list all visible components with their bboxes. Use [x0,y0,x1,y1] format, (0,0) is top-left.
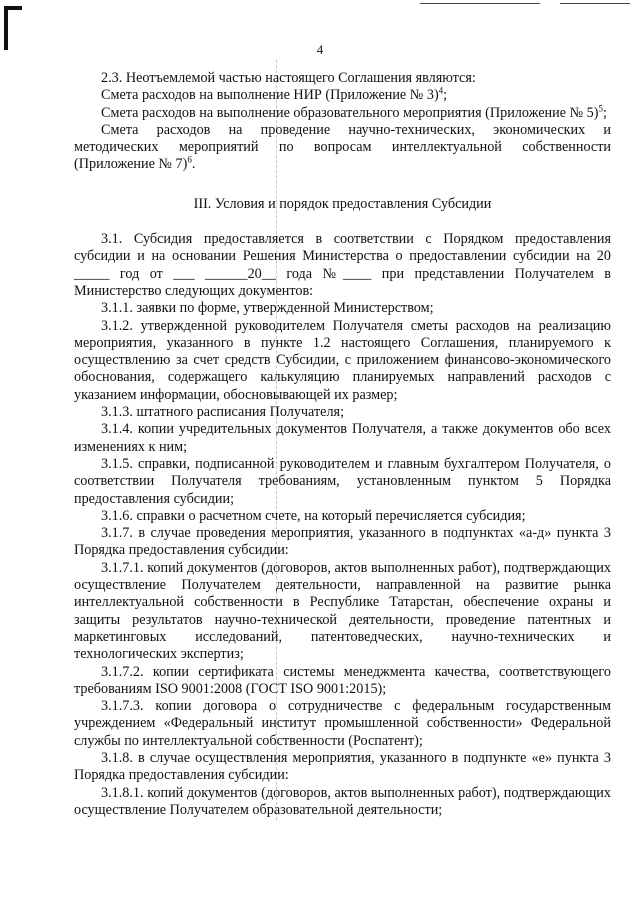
paragraph-3-1-8: 3.1.8. в случае осуществления мероприятия, указанного в подпункте «е» пункта 3 Порядка предоставления субсидии: [74,749,611,784]
paragraph-text: Смета расходов на выполнение образовательного мероприятия (Приложение № 5) [101,104,599,121]
document-body [74,70,611,819]
paragraph-tail: ; [443,87,448,104]
scan-top-rule [560,3,630,4]
paragraph-3-1-7-2: 3.1.7.2. копии сертификата системы менеджмента качества, соответствующего требованиям ISO 9001:2008 (ГОСТ ISO 9001:2015); [74,663,611,697]
footnote-ref: 5 [598,102,603,113]
paragraph-3-1-2: 3.1.2. утвержденной руководителем Получателя сметы расходов на реализацию мероприятия, указанного в пункте 1.2 настоящего Соглашения, планируемого к осуществлению за счет средств Субсидии, с приложением финансово-экономического обоснования, содержащего калькуляцию планируемых направлений расходов с указанием информации, обосновывающей их размер; [74,317,611,403]
scan-top-rule [420,3,540,4]
paragraph-text: Смета расходов на выполнение НИР (Приложение № 3) [101,87,439,104]
paragraph-3-1: 3.1. Субсидия предоставляется в соответствии с Порядком предоставления субсидии и на основании Решения Министерства о предоставлении субсидии на 20 _____ год от ___ ______20__ года №____ при представлении Получателем в Министерство следующих документов: [74,231,611,299]
footnote-ref: 4 [438,85,444,96]
paragraph-3-1-7-3: 3.1.7.3. копии договора о сотрудничестве с федеральным государственным учреждением «Федеральный институт промышленной собственности» Федеральной службы по интеллектуальной собственности (Роспатент); [74,698,611,749]
footnote-ref: 6 [187,154,192,165]
paragraph-3-1-4: 3.1.4. копии учредительных документов Получателя, а также документов обо всех изменениях к ним; [74,421,611,455]
paragraph-tail: ; [602,104,607,121]
paragraph-3-1-7: 3.1.7. в случае проведения мероприятия, указанного в подпунктах «а-д» пункта 3 Порядка предоставления субсидии: [74,525,611,559]
paragraph-3-1-8-1: 3.1.8.1. копий документов (договоров, актов выполненных работ), подтверждающих осуществление Получателем образовательной деятельности; [74,784,611,818]
paragraph-3-1-7-1: 3.1.7.1. копий документов (договоров, актов выполненных работ), подтверждающих осуществление Получателем деятельности, направленной на развитие рынка интеллектуальной собственности в Республике Татарстан, обеспечение охраны и защиты результатов научно-технической деятельности, проведение патентных и маркетинговых исследований, патентоведческих, научно-технических и технологических экспертиз; [74,559,611,663]
section-heading: III. Условия и порядок предоставления Субсидии [193,195,492,212]
paragraph-text: Смета расходов на проведение научно-технических, экономических и методических мероприятий по вопросам интеллектуальной собственности (Приложение № 7) [74,121,611,173]
paragraph-3-1-1: 3.1.1. заявки по форме, утвержденной Министерством; [101,300,434,317]
paragraph-3-1-5: 3.1.5. справки, подписанной руководителем и главным бухгалтером Получателя, о соответствии Получателя требованиям, установленным пунктом 5 Порядка предоставления субсидии; [74,455,611,507]
paragraph-3-1-3: 3.1.3. штатного расписания Получателя; [101,404,345,421]
paragraph-appendix-5 [74,102,611,122]
page-number: 4 [316,42,324,57]
paragraph-2-3: 2.3. Неотъемлемой частью настоящего Соглашения являются: [101,70,476,86]
paragraph-tail: . [191,156,196,173]
paragraph-3-1-6: 3.1.6. справки о расчетном счете, на который перечисляется субсидия; [101,507,526,524]
paragraph-appendix-3 [74,87,611,104]
paragraph-appendix-7 [74,122,611,174]
